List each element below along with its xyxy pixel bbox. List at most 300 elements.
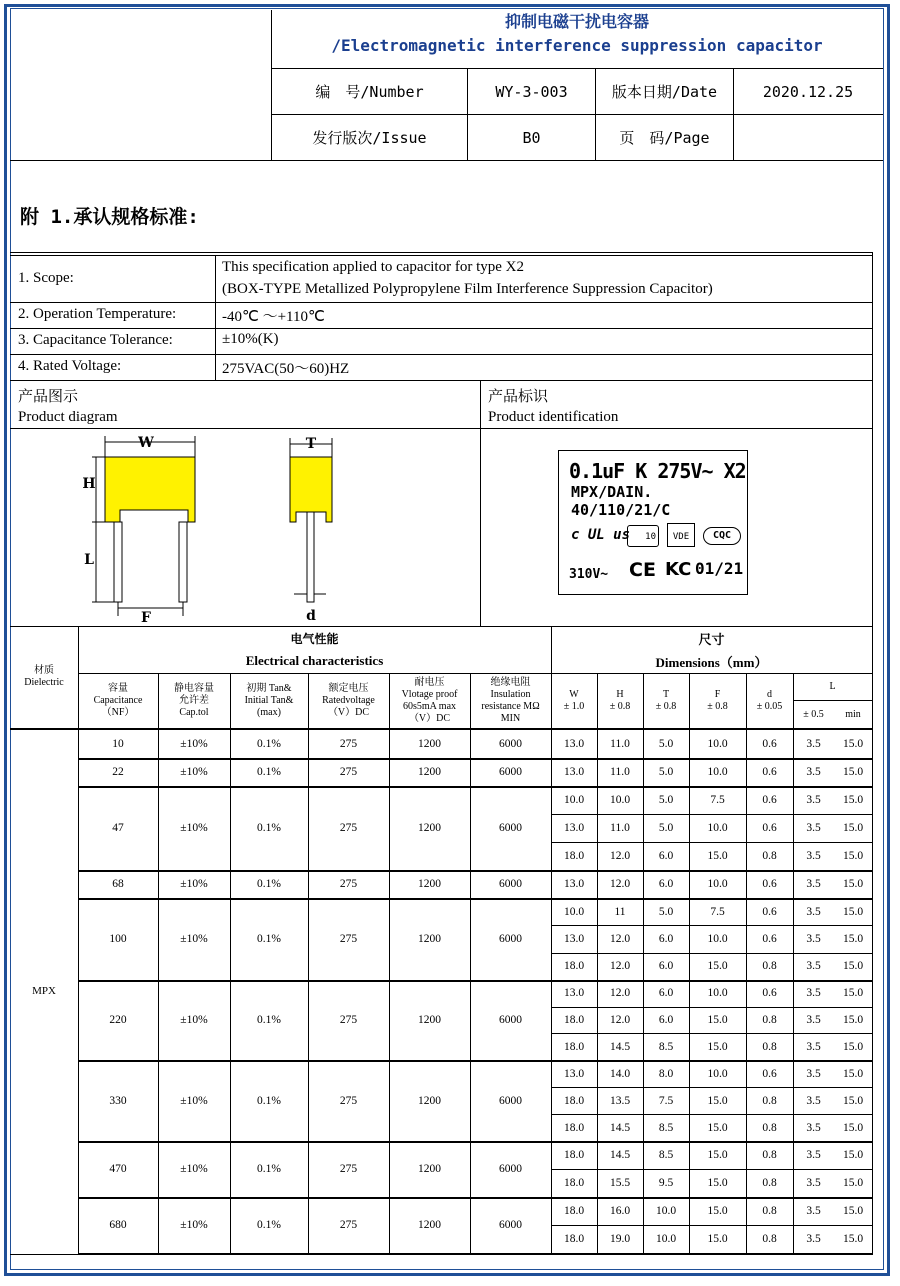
col-header-l-tol: ± 0.5: [803, 709, 824, 720]
header-text: 静电容量: [174, 682, 214, 694]
cell-dimension: 10.0: [707, 878, 728, 890]
cell-dimension: 5.0: [658, 822, 674, 834]
rated-voltage-label: 4. Rated Voltage:: [18, 358, 122, 374]
product-marking: [558, 450, 748, 595]
table-row-rule: [551, 1169, 872, 1170]
cell-dimension: 8.5: [658, 1121, 674, 1134]
ul-mark-icon: c UL us: [571, 527, 631, 543]
cell-dimension: 18.0: [563, 1094, 585, 1107]
col-header-ins: [470, 673, 551, 728]
col-header-proof: [389, 673, 470, 728]
w-label: W: [138, 435, 154, 451]
scope-value-line2: (BOX-TYPE Metallized Polypropylene Film Interference Suppression Capacitor): [222, 281, 713, 297]
cell-dimension: 7.5: [658, 1094, 674, 1107]
header-text: 额定电压: [328, 682, 369, 694]
dielectric-header: [10, 626, 78, 728]
cell-dimension: 13.0: [563, 738, 585, 750]
cell-dimension: 0.6: [762, 905, 777, 918]
cell-dimension: 10.0: [655, 1205, 677, 1217]
header-text: Capacitance: [93, 694, 143, 706]
header-text: Ratedvoltage: [322, 694, 375, 706]
cell-dimension: 12.0: [609, 878, 631, 890]
table-row-rule: [551, 925, 872, 926]
header-text: ± 0.8: [655, 700, 677, 712]
cell-proof: 1200: [418, 933, 441, 945]
cell-dimension: 0.6: [762, 822, 777, 834]
cell-dimension: 12.0: [609, 987, 631, 1000]
header-text: ± 0.05: [756, 700, 783, 712]
ce-mark-icon: CE: [629, 559, 656, 581]
header-text: MIN: [500, 712, 521, 724]
cell-dimension: 15.0: [842, 766, 864, 778]
cell-dimension: 8.5: [658, 1040, 674, 1053]
cell-dimension: 12.0: [609, 1013, 631, 1026]
cell-tan: 0.1%: [257, 933, 281, 945]
cell-ins: 6000: [499, 1094, 522, 1107]
col-header-l-min: min: [845, 709, 861, 720]
cell-dimension: 0.8: [762, 1040, 777, 1053]
cell-dimension: 0.8: [762, 1149, 777, 1161]
t-label: T: [305, 436, 317, 452]
cell-dimension: 13.0: [563, 766, 585, 778]
table-bottom-border: [10, 1254, 873, 1255]
lead-side: [307, 512, 314, 602]
rated-voltage-value: 275VAC(50～60)HZ: [222, 361, 350, 377]
cell-dimension: 15.0: [842, 738, 864, 750]
cell-tan: 0.1%: [257, 1219, 281, 1231]
col-header-cap: [78, 673, 158, 728]
cell-proof: 1200: [418, 822, 441, 834]
temperature-label: 2. Operation Temperature:: [18, 306, 177, 322]
cell-dimension: 0.6: [762, 932, 777, 945]
cell-dimension: 11.0: [610, 822, 630, 834]
cell-dimension: 15.0: [842, 1177, 864, 1189]
cell-dimension: 3.5: [806, 822, 821, 834]
cell-dimension: 5.0: [658, 766, 674, 778]
cell-dimension: 0.6: [762, 987, 777, 1000]
cell-volt: 275: [339, 1094, 358, 1107]
header-text: 绝缘电阻: [490, 676, 531, 688]
cell-dimension: 15.0: [842, 905, 864, 918]
cell-dimension: 3.5: [806, 738, 821, 750]
table-row-rule: [551, 1225, 872, 1226]
section-title: 附 1.承认规格标准:: [20, 206, 199, 228]
cell-dimension: 3.5: [806, 1040, 821, 1053]
vde-mark-icon: VDE: [667, 523, 695, 547]
cell-dimension: 15.0: [842, 1094, 864, 1107]
cell-ins: 6000: [499, 766, 522, 778]
marking-date-code: 01/21: [695, 559, 744, 578]
header-text: ± 0.8: [609, 700, 631, 712]
cell-volt: 275: [339, 1219, 358, 1231]
cell-dimension: 3.5: [806, 1177, 821, 1189]
cell-dimension: 0.6: [762, 878, 777, 890]
cell-dimension: 10.0: [609, 794, 631, 806]
cell-dimension: 3.5: [806, 1205, 821, 1217]
cell-dimension: 5.0: [658, 905, 674, 918]
cell-ins: 6000: [499, 933, 522, 945]
document-title: [272, 10, 882, 58]
cell-dimension: 13.5: [609, 1094, 631, 1107]
title-english: /Electromagnetic interference suppression capacitor: [331, 36, 823, 55]
header-text: 60s5mA max: [402, 700, 457, 712]
cell-dimension: 15.0: [842, 960, 864, 973]
title-chinese: 抑制电磁干扰电容器: [504, 12, 649, 31]
cell-dimension: 15.0: [842, 822, 864, 834]
cell-dimension: 15.0: [707, 1121, 728, 1134]
cell-volt: 275: [339, 1014, 358, 1026]
cell-ins: 6000: [499, 822, 522, 834]
col-header-tol: [158, 673, 230, 728]
scope-label: 1. Scope:: [18, 270, 74, 286]
header-text: 容量: [108, 682, 128, 694]
cell-cap: 10: [112, 738, 124, 750]
header-text: T: [662, 688, 670, 700]
cell-dimension: 0.6: [762, 1067, 777, 1080]
header-text: （NF）: [101, 706, 135, 718]
number-value: WY-3-003: [495, 82, 568, 101]
col-header-l: L: [829, 681, 836, 692]
elec-header-cn: 电气性能: [290, 631, 339, 646]
cell-dimension: 11: [614, 905, 626, 918]
table-row-rule: [551, 1007, 872, 1008]
header-text: Vlotage proof: [401, 688, 458, 700]
cell-dimension: 0.6: [762, 766, 777, 778]
cell-ins: 6000: [499, 1163, 522, 1175]
cell-cap: 47: [112, 822, 124, 834]
cell-tan: 0.1%: [257, 1163, 281, 1175]
cell-dimension: 15.0: [842, 1040, 864, 1053]
h-label: H: [82, 476, 96, 492]
header-text: (max): [257, 706, 281, 718]
cell-dimension: 3.5: [806, 850, 821, 862]
cell-volt: 275: [339, 822, 358, 834]
cell-dimension: 10.0: [707, 766, 728, 778]
cell-dimension: 15.0: [707, 1233, 728, 1245]
cell-dimension: 0.6: [762, 794, 777, 806]
cell-dimension: 3.5: [806, 987, 821, 1000]
l-label: L: [84, 552, 94, 568]
diagram-title-cn: 产品图示: [18, 389, 79, 405]
cell-dimension: 14.5: [609, 1121, 631, 1134]
cell-dimension: 15.0: [707, 1205, 728, 1217]
header-text: Cap.tol: [179, 706, 209, 718]
header-text: d: [767, 688, 772, 700]
cell-dimension: 15.0: [707, 1013, 728, 1026]
cell-dimension: 13.0: [563, 1067, 585, 1080]
col-header-d: [746, 673, 793, 728]
cell-dimension: 18.0: [563, 1233, 585, 1245]
header-text: W: [569, 688, 579, 700]
cell-cap: 68: [112, 878, 124, 890]
header-text: Initial Tan&: [244, 694, 294, 706]
cell-dimension: 10.0: [563, 794, 585, 806]
cell-dimension: 10.0: [563, 905, 585, 918]
cell-dimension: 19.0: [609, 1233, 631, 1245]
marking-line3: 40/110/21/C: [571, 501, 671, 519]
cell-volt: 275: [339, 738, 358, 750]
cell-dimension: 10.0: [707, 1067, 728, 1080]
header-text: ± 1.0: [563, 700, 585, 712]
cell-dimension: 12.0: [609, 932, 631, 945]
header-text: Dielectric: [24, 677, 64, 688]
spec-rule: [10, 252, 873, 253]
cell-dimension: 18.0: [563, 1013, 585, 1026]
cell-cap: 22: [112, 766, 124, 778]
diagram-divider: [480, 380, 481, 626]
cell-dimension: 10.0: [707, 932, 728, 945]
cell-dimension: 12.0: [609, 850, 631, 862]
dim-header-en: Dimensions（mm）: [655, 654, 768, 670]
cell-dimension: 0.8: [762, 850, 777, 862]
cell-proof: 1200: [418, 1219, 441, 1231]
cell-dimension: 15.5: [609, 1177, 631, 1189]
cell-dimension: 3.5: [806, 1121, 821, 1134]
cell-proof: 1200: [418, 1094, 441, 1107]
temperature-value: -40℃ ～+110℃: [222, 309, 325, 325]
cell-dimension: 11.0: [610, 738, 630, 750]
cell-dimension: 18.0: [563, 1040, 585, 1053]
cell-dimension: 18.0: [563, 1149, 585, 1161]
diagram-title-en: Product diagram: [18, 409, 118, 425]
cell-dimension: 6.0: [658, 987, 674, 1000]
cell-dimension: 3.5: [806, 1013, 821, 1026]
table-right-border: [872, 252, 873, 1254]
table-row-rule: [551, 953, 872, 954]
number-label: 编 号/Number: [315, 83, 424, 101]
dim-header-cn: 尺寸: [698, 631, 725, 647]
cell-dimension: 15.0: [842, 1013, 864, 1026]
cell-dimension: 14.5: [609, 1149, 631, 1161]
cell-tol: ±10%: [180, 1094, 208, 1107]
kc-mark-icon: KC: [665, 559, 692, 580]
cell-dimension: 15.0: [707, 1149, 728, 1161]
cell-dimension: 0.8: [762, 960, 777, 973]
diagram-rule: [10, 428, 873, 429]
cell-dimension: 18.0: [563, 1205, 585, 1217]
cell-dimension: 15.0: [842, 878, 864, 890]
lead-left: [114, 522, 122, 602]
cell-dimension: 13.0: [563, 987, 585, 1000]
cell-dimension: 11.0: [610, 766, 630, 778]
table-row-rule: [551, 1033, 872, 1034]
cqc-mark-icon: CQC: [703, 527, 741, 545]
col-header-f: [689, 673, 746, 728]
cell-dimension: 15.0: [842, 794, 864, 806]
cell-tol: ±10%: [180, 878, 208, 890]
cell-dimension: 0.8: [762, 1205, 777, 1217]
marking-line2: MPX/DAIN.: [571, 483, 653, 501]
identification-title-en: Product identification: [488, 409, 619, 425]
enec-mark-icon: 10: [627, 525, 659, 547]
cell-tan: 0.1%: [257, 738, 281, 750]
tolerance-value: ±10%(K): [222, 331, 279, 347]
cell-ins: 6000: [499, 738, 522, 750]
cell-dimension: 3.5: [806, 878, 821, 890]
cell-cap: 100: [109, 933, 127, 945]
page-label: 页 码/Page: [619, 129, 710, 147]
cell-dimension: 3.5: [806, 932, 821, 945]
cell-proof: 1200: [418, 738, 441, 750]
marking-voltage: 310V~: [569, 567, 609, 582]
cell-dimension: 8.0: [658, 1067, 674, 1080]
date-value: 2020.12.25: [762, 82, 854, 101]
cell-dimension: 3.5: [806, 960, 821, 973]
spec-rule: [10, 255, 873, 256]
cell-tol: ±10%: [180, 933, 208, 945]
cell-dimension: 0.6: [762, 738, 777, 750]
page-value: [734, 115, 882, 160]
col-header-w: [551, 673, 597, 728]
cell-dimension: 8.5: [658, 1149, 674, 1161]
spec-rule: [10, 328, 873, 329]
cell-proof: 1200: [418, 1163, 441, 1175]
cell-dimension: 5.0: [658, 738, 674, 750]
d-label: d: [306, 608, 316, 624]
table-row-rule: [551, 814, 872, 815]
cell-cap: 470: [109, 1163, 127, 1175]
identification-title-cn: 产品标识: [488, 389, 549, 405]
cell-dimension: 15.0: [842, 1121, 864, 1134]
cell-dimension: 6.0: [658, 1013, 674, 1026]
cell-dimension: 18.0: [563, 1177, 585, 1189]
header-text: 允许差: [179, 694, 209, 706]
cell-dimension: 13.0: [563, 932, 585, 945]
cell-dimension: 3.5: [806, 905, 821, 918]
table-row-rule: [551, 842, 872, 843]
header-text: ± 0.8: [707, 700, 728, 712]
header-text: H: [616, 688, 624, 700]
cell-ins: 6000: [499, 1014, 522, 1026]
cell-dimension: 9.5: [658, 1177, 674, 1189]
cell-cap: 220: [109, 1014, 127, 1026]
dielectric-value: MPX: [32, 985, 56, 997]
cell-ins: 6000: [499, 1219, 522, 1231]
header-text: 初期 Tan&: [246, 682, 292, 694]
cell-dimension: 0.8: [762, 1094, 777, 1107]
spec-rule: [10, 302, 873, 303]
cell-cap: 680: [109, 1219, 127, 1231]
cell-proof: 1200: [418, 1014, 441, 1026]
cell-proof: 1200: [418, 766, 441, 778]
cell-dimension: 10.0: [655, 1233, 677, 1245]
cell-tan: 0.1%: [257, 822, 281, 834]
cell-tol: ±10%: [180, 738, 208, 750]
cell-dimension: 15.0: [842, 932, 864, 945]
cell-dimension: 18.0: [563, 850, 585, 862]
cell-tol: ±10%: [180, 1014, 208, 1026]
issue-label: 发行版次/Issue: [312, 129, 427, 147]
cell-volt: 275: [339, 766, 358, 778]
tolerance-label: 3. Capacitance Tolerance:: [18, 332, 173, 348]
col-header-h: [597, 673, 643, 728]
col-header-tan: [230, 673, 308, 728]
header-rule: [10, 160, 883, 161]
cell-dimension: 10.0: [707, 987, 728, 1000]
cell-dimension: 15.0: [707, 960, 728, 973]
cell-dimension: 13.0: [563, 878, 585, 890]
spec-divider: [215, 255, 216, 380]
header-text: （V）DC: [327, 706, 370, 718]
header-text: resistance MΩ: [481, 700, 540, 712]
cell-dimension: 15.0: [842, 850, 864, 862]
header-text: （V）DC: [408, 712, 451, 724]
cell-dimension: 15.0: [842, 1233, 864, 1245]
elec-header-en: Electrical characteristics: [245, 653, 384, 668]
capacitor-diagram: [80, 430, 360, 625]
col-header-volt: [308, 673, 389, 728]
lead-right: [179, 522, 187, 602]
cell-dimension: 18.0: [563, 960, 585, 973]
cell-dimension: 14.5: [609, 1040, 631, 1053]
cell-dimension: 13.0: [563, 822, 585, 834]
marking-line1: 0.1uF K 275V~ X2: [569, 459, 746, 483]
cell-dimension: 0.8: [762, 1121, 777, 1134]
cell-dimension: 16.0: [609, 1205, 631, 1217]
cell-dimension: 15.0: [707, 1094, 728, 1107]
header-text: 耐电压: [414, 676, 445, 688]
cell-dimension: 6.0: [658, 878, 674, 890]
capacitor-body-front: [105, 457, 195, 522]
cell-tol: ±10%: [180, 1163, 208, 1175]
cell-tan: 0.1%: [257, 1014, 281, 1026]
cell-dimension: 6.0: [658, 850, 674, 862]
cell-tan: 0.1%: [257, 766, 281, 778]
cell-volt: 275: [339, 878, 358, 890]
cell-volt: 275: [339, 933, 358, 945]
spec-rule: [10, 354, 873, 355]
cell-tol: ±10%: [180, 822, 208, 834]
cell-tan: 0.1%: [257, 878, 281, 890]
cell-dimension: 15.0: [707, 1177, 728, 1189]
scope-value-line1: This specification applied to capacitor for type X2: [222, 259, 524, 275]
date-label: 版本日期/Date: [611, 83, 718, 101]
cell-dimension: 3.5: [806, 1067, 821, 1080]
cell-dimension: 3.5: [806, 766, 821, 778]
cell-dimension: 0.8: [762, 1233, 777, 1245]
cell-dimension: 18.0: [563, 1121, 585, 1134]
cell-dimension: 6.0: [658, 960, 674, 973]
header-text: Insulation: [490, 688, 531, 700]
cell-dimension: 7.5: [710, 794, 725, 806]
cell-dimension: 15.0: [707, 1040, 728, 1053]
cell-tol: ±10%: [180, 766, 208, 778]
cell-volt: 275: [339, 1163, 358, 1175]
table-row-rule: [551, 1087, 872, 1088]
cell-dimension: 3.5: [806, 794, 821, 806]
cell-dimension: 3.5: [806, 1094, 821, 1107]
cell-tol: ±10%: [180, 1219, 208, 1231]
cell-ins: 6000: [499, 878, 522, 890]
cell-dimension: 15.0: [842, 1067, 864, 1080]
cell-tan: 0.1%: [257, 1094, 281, 1107]
header-text: 材质: [34, 665, 54, 676]
cell-cap: 330: [109, 1094, 127, 1107]
cell-dimension: 0.8: [762, 1013, 777, 1026]
cell-dimension: 10.0: [707, 822, 728, 834]
cell-dimension: 3.5: [806, 1233, 821, 1245]
table-row-rule: [551, 1114, 872, 1115]
cell-dimension: 3.5: [806, 1149, 821, 1161]
cell-proof: 1200: [418, 878, 441, 890]
issue-value: B0: [522, 128, 541, 147]
cell-dimension: 6.0: [658, 932, 674, 945]
f-label: F: [141, 610, 151, 625]
col-header-t: [643, 673, 689, 728]
header-text: F: [714, 688, 721, 700]
cell-dimension: 5.0: [658, 794, 674, 806]
cell-dimension: 12.0: [609, 960, 631, 973]
